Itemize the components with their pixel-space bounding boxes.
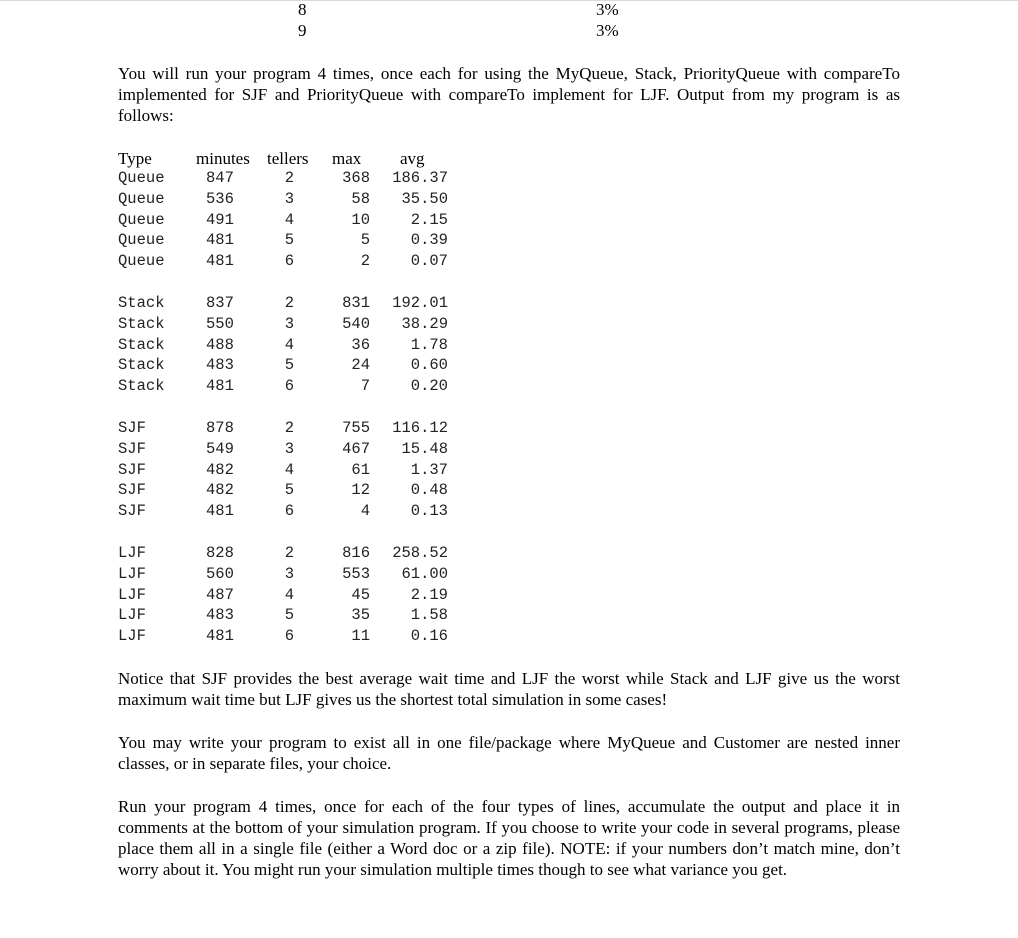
cell-tellers: 4 xyxy=(284,335,294,354)
cell-tellers: 2 xyxy=(284,294,294,312)
cell-type: LJF xyxy=(118,544,146,562)
cell-type: LJF xyxy=(118,585,146,604)
top-row-percent: 3% xyxy=(596,0,619,19)
cell-minutes: 483 xyxy=(206,356,234,375)
cell-avg: 2.19 xyxy=(410,585,448,604)
cell-type: LJF xyxy=(118,627,146,646)
cell-tellers: 6 xyxy=(284,627,294,646)
cell-minutes: 481 xyxy=(206,377,234,396)
cell-tellers: 5 xyxy=(284,356,294,375)
cell-minutes: 481 xyxy=(206,252,234,271)
cell-tellers: 3 xyxy=(284,189,294,208)
cell-max: 2 xyxy=(360,252,370,271)
cell-avg: 258.52 xyxy=(392,544,448,562)
top-row-number: 9 xyxy=(298,21,307,40)
cell-max: 35 xyxy=(351,606,370,625)
cell-max: 61 xyxy=(351,460,370,479)
cell-type: SJF xyxy=(118,481,146,500)
cell-max: 831 xyxy=(342,294,370,312)
cell-type: Stack xyxy=(118,294,165,312)
cell-minutes: 481 xyxy=(206,231,234,250)
cell-type: SJF xyxy=(118,419,146,437)
cell-max: 755 xyxy=(342,419,370,437)
cell-type: Stack xyxy=(118,356,165,375)
cell-avg: 15.48 xyxy=(401,439,448,458)
cell-minutes: 878 xyxy=(206,419,234,437)
cell-tellers: 5 xyxy=(284,481,294,500)
cell-minutes: 481 xyxy=(206,502,234,521)
cell-max: 467 xyxy=(342,439,370,458)
cell-minutes: 487 xyxy=(206,585,234,604)
cell-minutes: 560 xyxy=(206,564,234,583)
header-minutes: minutes xyxy=(196,149,250,168)
cell-minutes: 847 xyxy=(206,169,234,187)
cell-max: 58 xyxy=(351,189,370,208)
cell-avg: 0.13 xyxy=(410,502,448,521)
cell-tellers: 5 xyxy=(284,606,294,625)
cell-tellers: 3 xyxy=(284,439,294,458)
cell-max: 24 xyxy=(351,356,370,375)
cell-tellers: 5 xyxy=(284,231,294,250)
cell-tellers: 3 xyxy=(284,314,294,333)
header-tellers: tellers xyxy=(267,149,309,168)
cell-type: Queue xyxy=(118,210,165,229)
cell-avg: 0.39 xyxy=(410,231,448,250)
cell-avg: 1.58 xyxy=(410,606,448,625)
cell-avg: 1.37 xyxy=(410,460,448,479)
cell-max: 36 xyxy=(351,335,370,354)
notice-paragraph: Notice that SJF provides the best average wait time and LJF the worst while Stack and LJF give us the worst maximum wait time but LJF gives us the shortest total simulation in some cases! xyxy=(118,669,900,709)
cell-max: 12 xyxy=(351,481,370,500)
cell-tellers: 3 xyxy=(284,564,294,583)
cell-type: Queue xyxy=(118,189,165,208)
cell-minutes: 828 xyxy=(206,544,234,562)
cell-minutes: 491 xyxy=(206,210,234,229)
cell-minutes: 536 xyxy=(206,189,234,208)
cell-tellers: 4 xyxy=(284,210,294,229)
header-avg: avg xyxy=(400,149,425,168)
cell-type: Stack xyxy=(118,335,165,354)
cell-type: Queue xyxy=(118,231,165,250)
cell-avg: 192.01 xyxy=(392,294,448,312)
cell-max: 553 xyxy=(342,564,370,583)
cell-tellers: 4 xyxy=(284,585,294,604)
cell-avg: 35.50 xyxy=(401,189,448,208)
files-paragraph: You may write your program to exist all in one file/package where MyQueue and Customer are nested inner classes, or in separate files, your choice. xyxy=(118,733,900,773)
page-top-border xyxy=(0,0,1018,1)
cell-type: Stack xyxy=(118,314,165,333)
cell-avg: 2.15 xyxy=(410,210,448,229)
cell-avg: 0.60 xyxy=(410,356,448,375)
cell-max: 816 xyxy=(342,544,370,562)
cell-type: SJF xyxy=(118,502,146,521)
cell-max: 7 xyxy=(360,377,370,396)
cell-tellers: 2 xyxy=(284,169,294,187)
cell-type: LJF xyxy=(118,606,146,625)
cell-minutes: 482 xyxy=(206,460,234,479)
cell-type: SJF xyxy=(118,460,146,479)
cell-avg: 0.48 xyxy=(410,481,448,500)
cell-minutes: 483 xyxy=(206,606,234,625)
cell-max: 11 xyxy=(351,627,370,646)
header-max: max xyxy=(332,149,362,168)
cell-avg: 38.29 xyxy=(401,314,448,333)
cell-avg: 0.16 xyxy=(410,627,448,646)
cell-type: Queue xyxy=(118,169,165,187)
cell-max: 45 xyxy=(351,585,370,604)
cell-tellers: 4 xyxy=(284,460,294,479)
cell-max: 5 xyxy=(360,231,370,250)
cell-minutes: 481 xyxy=(206,627,234,646)
intro-paragraph: You will run your program 4 times, once each for using the MyQueue, Stack, PriorityQueue with compareTo implemented for SJF and PriorityQueue with compareTo implement for LJF. Output from my program is as follows: xyxy=(118,64,900,125)
cell-type: LJF xyxy=(118,564,146,583)
cell-avg: 61.00 xyxy=(401,564,448,583)
cell-max: 10 xyxy=(351,210,370,229)
cell-minutes: 482 xyxy=(206,481,234,500)
cell-avg: 186.37 xyxy=(392,169,448,187)
cell-max: 4 xyxy=(360,502,370,521)
cell-minutes: 837 xyxy=(206,294,234,312)
cell-tellers: 6 xyxy=(284,502,294,521)
cell-avg: 1.78 xyxy=(410,335,448,354)
top-row-number: 8 xyxy=(298,0,307,19)
top-row-percent: 3% xyxy=(596,21,619,40)
cell-type: Queue xyxy=(118,252,165,271)
cell-avg: 116.12 xyxy=(392,419,448,437)
cell-type: SJF xyxy=(118,439,146,458)
cell-minutes: 488 xyxy=(206,335,234,354)
header-type: Type xyxy=(118,149,152,168)
cell-max: 540 xyxy=(342,314,370,333)
cell-minutes: 550 xyxy=(206,314,234,333)
cell-minutes: 549 xyxy=(206,439,234,458)
cell-tellers: 6 xyxy=(284,377,294,396)
run-paragraph: Run your program 4 times, once for each of the four types of lines, accumulate the output and place it in comments at the bottom of your simulation program. If you choose to write your code in several programs, please place them all in a single file (either a Word doc or a zip file). NOTE: if your numbers don’t match mine, don’t worry about it. You might run your simulation multiple times though to see what variance you get. xyxy=(118,797,900,879)
cell-max: 368 xyxy=(342,169,370,187)
cell-type: Stack xyxy=(118,377,165,396)
cell-avg: 0.20 xyxy=(410,377,448,396)
cell-avg: 0.07 xyxy=(410,252,448,271)
cell-tellers: 2 xyxy=(284,419,294,437)
cell-tellers: 6 xyxy=(284,252,294,271)
cell-tellers: 2 xyxy=(284,544,294,562)
